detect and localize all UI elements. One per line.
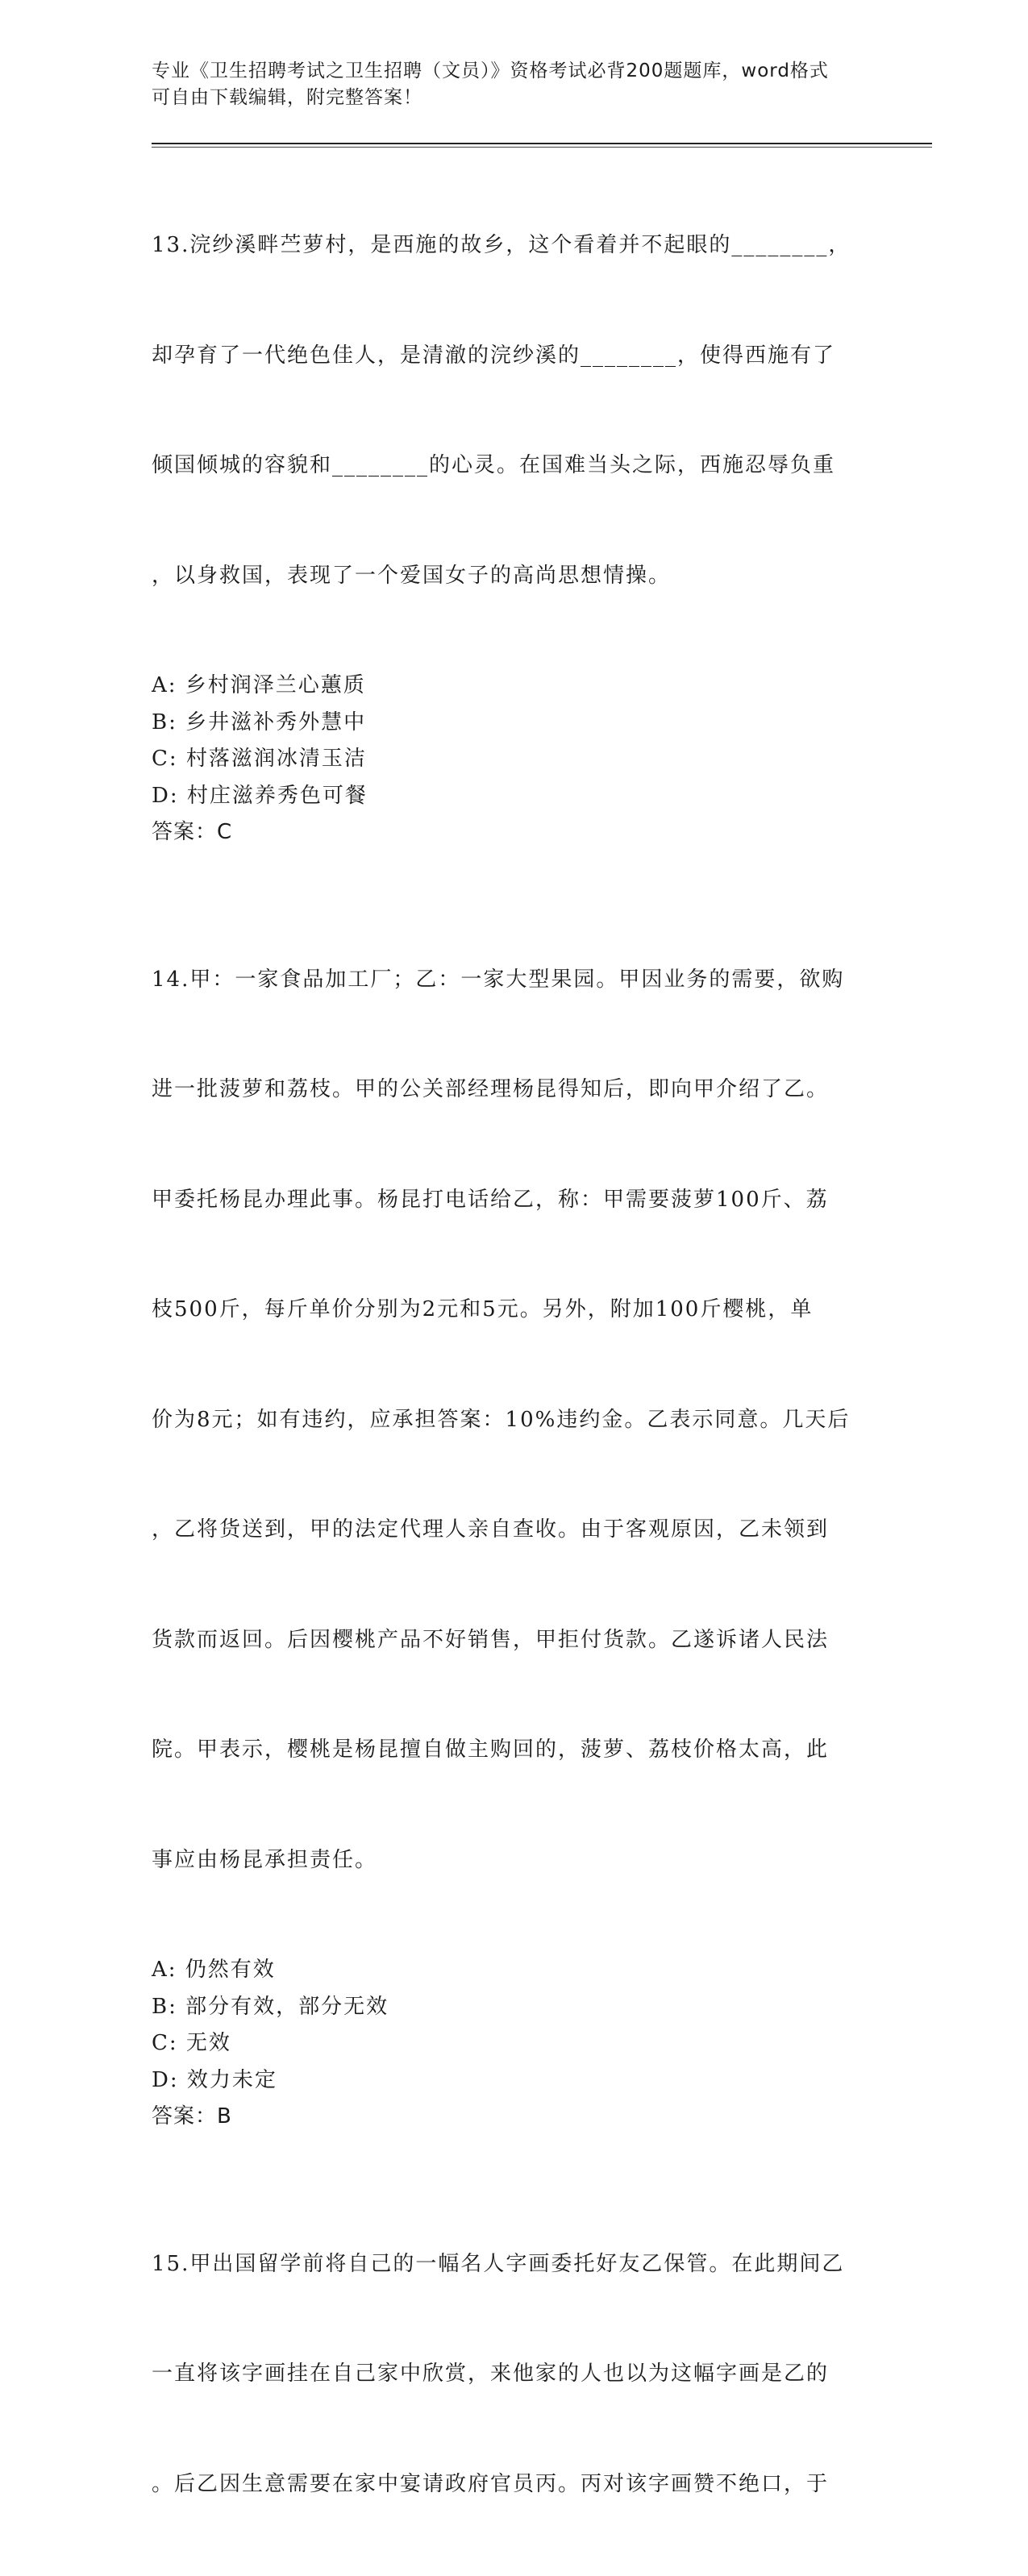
option-c: C: 无效 (152, 2025, 861, 2062)
option-b: B: 乡井滋补秀外慧中 (152, 705, 861, 742)
stem-line: 。后乙因生意需要在家中宴请政府官员丙。丙对该字画赞不绝口，于 (152, 2466, 861, 2503)
document-header (152, 58, 861, 111)
option-d: D: 效力未定 (152, 2062, 861, 2100)
spacer (152, 851, 861, 888)
stem-line: 13.浣纱溪畔苎萝村，是西施的故乡，这个看着并不起眼的________， (152, 227, 861, 264)
question-stem (152, 2173, 861, 2576)
stem-line: 却孕育了一代绝色佳人，是清澈的浣纱溪的________，使得西施有了 (152, 338, 861, 375)
option-a: A: 乡村润泽兰心蕙质 (152, 668, 861, 705)
option-b: B: 部分有效，部分无效 (152, 1989, 861, 2026)
question-15 (152, 2173, 861, 2576)
stem-line: 甲委托杨昆办理此事。杨昆打电话给乙，称：甲需要菠萝100斤、荔 (152, 1182, 861, 1219)
question-14 (152, 888, 861, 2136)
stem-line: 14.甲：一家食品加工厂；乙：一家大型果园。甲因业务的需要，欲购 (152, 962, 861, 999)
stem-line: ，乙将货送到，甲的法定代理人亲自查收。由于客观原因，乙未领到 (152, 1512, 861, 1549)
stem-line: 15.甲出国留学前将自己的一幅名人字画委托好友乙保管。在此期间乙 (152, 2246, 861, 2283)
question-13 (152, 154, 861, 851)
option-a: A: 仍然有效 (152, 1952, 861, 1989)
question-stem (152, 888, 861, 1953)
question-list (152, 154, 861, 2576)
header-line-1: 专业《卫生招聘考试之卫生招聘（文员）》资格考试必背200题题库，word格式 (152, 58, 861, 85)
header-line-2: 可自由下载编辑，附完整答案！ (152, 85, 861, 111)
stem-line: 一直将该字画挂在自己家中欣赏，来他家的人也以为这幅字画是乙的 (152, 2356, 861, 2393)
stem-line: 枝500斤，每斤单价分别为2元和5元。另外，附加100斤樱桃，单 (152, 1292, 861, 1329)
spacer (152, 2136, 861, 2173)
stem-line: 倾国倾城的容貌和________的心灵。在国难当头之际，西施忍辱负重 (152, 447, 861, 485)
header-divider-thin (152, 147, 932, 148)
stem-line: ，以身救国，表现了一个爱国女子的高尚思想情操。 (152, 558, 861, 595)
stem-line: 价为8元；如有违约，应承担答案：10%违约金。乙表示同意。几天后 (152, 1402, 861, 1439)
option-c: C: 村落滋润冰清玉洁 (152, 741, 861, 778)
stem-line: 院。甲表示，樱桃是杨昆擅自做主购回的，菠萝、荔枝价格太高，此 (152, 1732, 861, 1769)
question-stem (152, 154, 861, 668)
header-divider-thick (152, 143, 932, 144)
stem-line: 进一批菠萝和荔枝。甲的公关部经理杨昆得知后，即向甲介绍了乙。 (152, 1072, 861, 1109)
stem-line: 事应由杨昆承担责任。 (152, 1842, 861, 1879)
answer: 答案：C (152, 814, 861, 851)
stem-line: 货款而返回。后因樱桃产品不好销售，甲拒付货款。乙遂诉诸人民法 (152, 1622, 861, 1659)
option-d: D: 村庄滋养秀色可餐 (152, 778, 861, 815)
answer: 答案：B (152, 2099, 861, 2136)
